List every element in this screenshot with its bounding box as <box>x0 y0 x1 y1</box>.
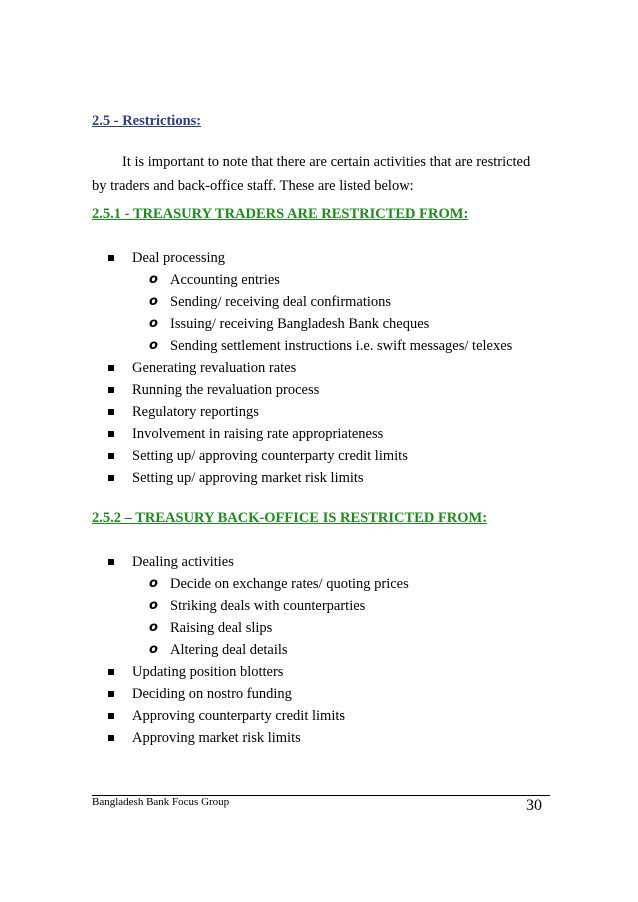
square-bullet-icon <box>108 475 114 481</box>
circle-bullet-icon: o <box>149 642 158 657</box>
square-bullet-icon <box>108 409 114 415</box>
traders-heading: 2.5.1 - TREASURY TRADERS ARE RESTRICTED FROM: <box>92 206 469 222</box>
list-item-label: Decide on exchange rates/ quoting prices <box>170 576 409 592</box>
page-number: 30 <box>526 797 542 814</box>
list-item-label: Generating revaluation rates <box>132 360 297 376</box>
circle-bullet-icon: o <box>149 272 158 287</box>
list-item-label: Deal processing <box>132 250 226 266</box>
backoffice-heading: 2.5.2 – TREASURY BACK-OFFICE IS RESTRICTED FROM: <box>92 510 488 526</box>
square-bullet-icon <box>108 255 114 261</box>
list-item-label: Sending/ receiving deal confirmations <box>170 294 392 310</box>
circle-bullet-icon: o <box>149 598 158 613</box>
circle-bullet-icon: o <box>149 316 158 331</box>
list-item-label: Issuing/ receiving Bangladesh Bank cheques <box>170 316 430 332</box>
circle-bullet-icon: o <box>149 294 158 309</box>
list-item-label: Involvement in raising rate appropriateness <box>132 426 384 442</box>
square-bullet-icon <box>108 387 114 393</box>
list-item-label: Setting up/ approving market risk limits <box>132 470 364 486</box>
square-bullet-icon <box>108 431 114 437</box>
square-bullet-icon <box>108 735 114 741</box>
list-item-label: Dealing activities <box>132 554 234 570</box>
list-item-label: Accounting entries <box>170 272 280 288</box>
list-item-label: Running the revaluation process <box>132 382 320 398</box>
list-item-label: Setting up/ approving counterparty credit limits <box>132 448 408 464</box>
square-bullet-icon <box>108 713 114 719</box>
section-heading: 2.5 - Restrictions: <box>92 113 202 129</box>
square-bullet-icon <box>108 669 114 675</box>
intro-line-2: by traders and back-office staff. These are listed below: <box>92 178 414 194</box>
square-bullet-icon <box>108 453 114 459</box>
list-item-label: Raising deal slips <box>170 620 273 636</box>
footer-text: Bangladesh Bank Focus Group <box>92 796 230 808</box>
intro-paragraph <box>92 150 552 198</box>
square-bullet-icon <box>108 559 114 565</box>
list-item-label: Updating position blotters <box>132 664 284 680</box>
circle-bullet-icon: o <box>149 620 158 635</box>
list-item-label: Approving counterparty credit limits <box>132 708 346 724</box>
list-item-label: Striking deals with counterparties <box>170 598 366 614</box>
circle-bullet-icon: o <box>149 576 158 591</box>
list-item-label: Regulatory reportings <box>132 404 259 420</box>
list-item-label: Deciding on nostro funding <box>132 686 292 702</box>
list-item-label: Altering deal details <box>170 642 288 658</box>
list-item-label: Sending settlement instructions i.e. swift messages/ telexes <box>170 338 513 354</box>
intro-line-1: It is important to note that there are certain activities that are restricted <box>122 154 531 170</box>
circle-bullet-icon: o <box>149 338 158 353</box>
list-item-label: Approving market risk limits <box>132 730 301 746</box>
square-bullet-icon <box>108 365 114 371</box>
square-bullet-icon <box>108 691 114 697</box>
